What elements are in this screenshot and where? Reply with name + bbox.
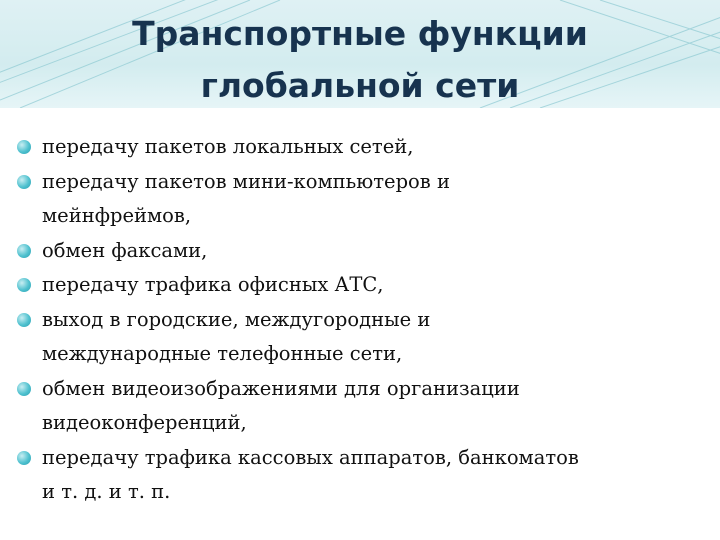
- bullet-dot-icon: [17, 175, 31, 189]
- bullet-item: [14, 303, 714, 372]
- bullet-text-continued: мейнфреймов,: [42, 204, 192, 227]
- bullet-text: передачу пакетов мини-компьютеров и: [42, 169, 450, 193]
- bullet-dot-icon: [17, 451, 31, 465]
- bullet-item: [14, 234, 714, 269]
- bullet-dot-icon: [17, 244, 31, 258]
- bullet-text: передачу трафика кассовых аппаратов, банкоматов: [42, 445, 579, 469]
- title-line-2: глобальной сети: [200, 66, 520, 105]
- bullet-dot-icon: [17, 140, 31, 154]
- bullet-text-continued: международные телефонные сети,: [42, 342, 403, 365]
- bullet-item: [14, 372, 714, 441]
- title-line-1: Транспортные функции: [132, 14, 588, 53]
- bullet-text: обмен факсами,: [42, 238, 208, 262]
- bullet-item: [14, 130, 714, 165]
- bullet-text: обмен видеоизображениями для организации: [42, 376, 520, 400]
- slide-title: [0, 8, 720, 112]
- bullet-item: [14, 441, 714, 510]
- bullet-text-continued: видеоконференций,: [42, 411, 247, 434]
- bullet-text: передачу пакетов локальных сетей,: [42, 135, 414, 158]
- bullet-dot-icon: [17, 382, 31, 396]
- bullet-list: [14, 130, 714, 510]
- bullet-text-continued: и т. д. и т. п.: [42, 480, 171, 503]
- bullet-text: выход в городские, междугородные и: [42, 307, 431, 331]
- bullet-dot-icon: [17, 313, 31, 327]
- bullet-dot-icon: [17, 278, 31, 292]
- bullet-item: [14, 165, 714, 234]
- bullet-text: передачу трафика офисных АТС,: [42, 273, 384, 296]
- bullet-item: [14, 268, 714, 303]
